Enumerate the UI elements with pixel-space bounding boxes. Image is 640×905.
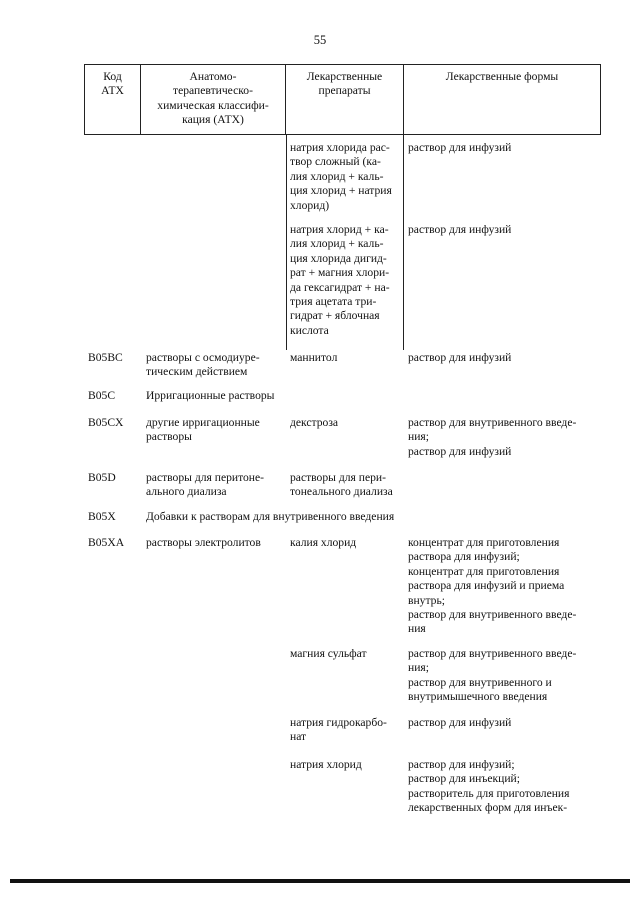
- table-row-7-drug: калия хлорид: [290, 536, 357, 549]
- page-number: 55: [313, 33, 327, 47]
- column-divider-drugs: [286, 135, 287, 350]
- table-row-9-drug: натрия гидрокарбо- нат: [290, 716, 387, 744]
- table-row-3-atc: Ирригационные растворы: [146, 389, 275, 402]
- table-row-2-drug: маннитол: [290, 351, 338, 364]
- table-row-8-forms: раствор для внутривенного введе- ния; раствор для внутривенного и внутримышечного введения: [408, 647, 577, 704]
- table-row-2-forms: раствор для инфузий: [408, 351, 512, 364]
- table-row-5-atc: растворы для перитоне- ального диализа: [146, 471, 265, 499]
- header-atc-classification: Анатомо- терапевтическо- химическая классифи- кация (АТХ): [141, 65, 286, 134]
- table-row-1-forms: раствор для инфузий: [408, 223, 512, 236]
- table-row-7-code: B05XA: [88, 536, 125, 549]
- table-row-4-code: B05CX: [88, 416, 124, 429]
- table-header: [84, 64, 601, 135]
- table-row-0-drug: натрия хлорида рас- твор сложный (ка- лия хлорид + каль- ция хлорид + натрия хлорид): [290, 141, 392, 212]
- table-row-8-drug: магния сульфат: [290, 647, 367, 660]
- table-row-0-forms: раствор для инфузий: [408, 141, 512, 154]
- table-row-6-code: B05X: [88, 510, 116, 523]
- table-row-10-forms: раствор для инфузий; раствор для инъекций; растворитель для приготовления лекарственных форм для инъек-: [408, 758, 570, 815]
- table-row-5-drug: растворы для пери- тонеального диализа: [290, 471, 393, 499]
- table-row-5-code: B05D: [88, 471, 116, 484]
- table-row-10-drug: натрия хлорид: [290, 758, 362, 771]
- table-row-4-drug: декстроза: [290, 416, 339, 429]
- table-row-2-atc: растворы с осмодиуре- тическим действием: [146, 351, 260, 379]
- table-row-9-forms: раствор для инфузий: [408, 716, 512, 729]
- table-row-4-forms: раствор для внутривенного введе- ния; раствор для инфузий: [408, 416, 577, 458]
- table-row-3-code: B05C: [88, 389, 116, 402]
- header-dosage-forms: Лекарственные формы: [445, 70, 559, 83]
- table-row-4-atc: другие ирригационные растворы: [146, 416, 260, 444]
- header-atc-code: Код АТХ: [85, 65, 141, 134]
- table-row-6-atc: Добавки к растворам для внутривенного введения: [146, 510, 395, 523]
- table-row-2-code: B05BC: [88, 351, 123, 364]
- bottom-rule: [10, 879, 630, 883]
- column-divider-forms: [403, 135, 404, 350]
- table-row-7-atc: растворы электролитов: [146, 536, 261, 549]
- header-drugs: Лекарственные препараты: [286, 65, 404, 134]
- table-row-7-forms: концентрат для приготовления раствора для инфузий; концентрат для приготовления раствора для инфузий и приема внутрь; раствор для внутривенного введе- ния: [408, 536, 577, 636]
- table-row-1-drug: натрия хлорид + ка- лия хлорид + каль- ция хлорида дигид- рат + магния хлори- да гексагидрат + на- трия ацетата три- гидрат + яблочная кислота: [290, 223, 390, 337]
